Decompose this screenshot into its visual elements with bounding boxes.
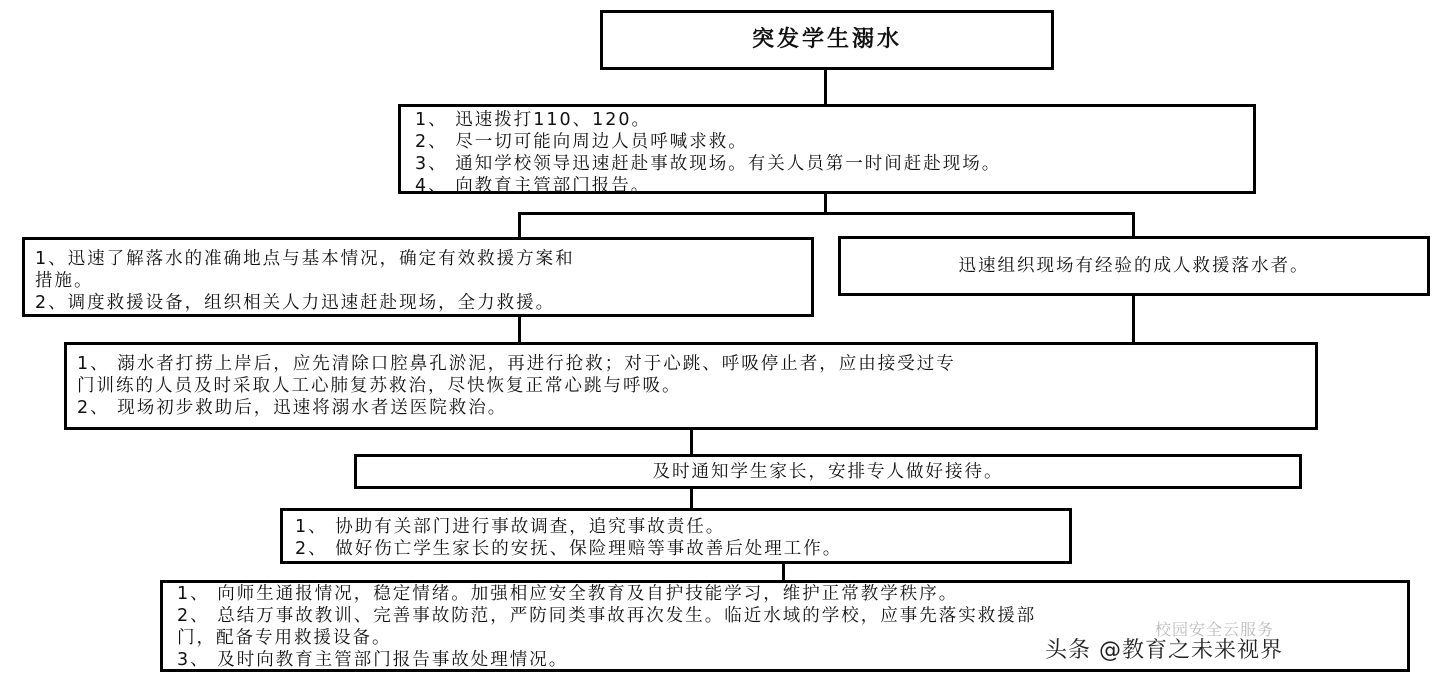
flowchart-title-box: [600, 10, 1054, 70]
step1-line-3: 3、 通知学校领导迅速赶赴事故现场。有关人员第一时间赶赴现场。: [415, 154, 1002, 174]
connector-branch-horizontal: [518, 212, 1135, 215]
step2-right-rescue-box: [838, 236, 1430, 296]
step2-left-line-3: 2、调度救援设备，组织相关人力迅速赶赴现场，全力救援。: [35, 293, 556, 313]
step5-line-1: 1、 协助有关部门进行事故调查，追究事故责任。: [295, 517, 726, 537]
step3-line-1: 1、 溺水者打捞上岸后，应先清除口腔鼻孔淤泥，再进行抢救；对于心跳、呼吸停止者，应由接受过专: [77, 354, 956, 374]
step5-investigation-box: [280, 508, 1072, 564]
watermark-faint-text: 校园安全云服务: [1155, 620, 1275, 639]
step1-line-4: 4、 向教育主管部门报告。: [415, 176, 651, 196]
connector-step4-to-step5: [690, 489, 693, 508]
step2-right-text: 迅速组织现场有经验的成人救援落水者。: [958, 256, 1310, 276]
step4-notify-parents-box: [354, 454, 1302, 489]
step2-left-line-2: 措施。: [35, 271, 94, 291]
step6-line-3: 门，配备专用救援设备。: [177, 628, 392, 648]
step1-line-1: 1、 迅速拨打110、120。: [415, 110, 652, 130]
step6-line-1: 1、 向师生通报情况，稳定情绪。加强相应安全教育及自护技能学习，维护正常教学秩序。: [177, 584, 959, 604]
connector-step3-to-step4: [690, 430, 693, 454]
step6-line-4: 3、 及时向教育主管部门报告事故处理情况。: [177, 650, 569, 670]
connector-branch-right: [1132, 212, 1135, 236]
watermark-text: 头条 @教育之未来视界: [1045, 638, 1283, 663]
step3-first-aid-box: [64, 342, 1318, 430]
connector-title-to-step1: [824, 70, 827, 104]
step1-immediate-actions-box: [398, 104, 1256, 194]
step1-line-2: 2、 尽一切可能向周边人员呼喊求救。: [415, 132, 748, 152]
step4-text: 及时通知学生家长，安排专人做好接待。: [652, 461, 1004, 482]
step2-left-assessment-box: [22, 237, 814, 317]
step5-line-2: 2、 做好伤亡学生家长的安抚、保险理赔等事故善后处理工作。: [295, 539, 843, 559]
step3-line-3: 2、 现场初步救助后，迅速将溺水者送医院救治。: [77, 398, 508, 418]
connector-step5-to-step6: [782, 564, 785, 580]
watermark: [1045, 620, 1283, 664]
connector-left-to-step3: [518, 317, 521, 342]
flowchart-title: 突发学生溺水: [751, 27, 902, 52]
step2-left-line-1: 1、迅速了解落水的准确地点与基本情况，确定有效救援方案和: [35, 249, 575, 269]
connector-branch-left: [518, 212, 521, 237]
step3-line-2: 门训练的人员及时采取人工心肺复苏救治，尽快恢复正常心跳与呼吸。: [77, 376, 682, 396]
step6-line-2: 2、 总结万事故教训、完善事故防范，严防同类事故再次发生。临近水域的学校，应事先落实救援部: [177, 606, 1037, 626]
connector-right-to-step3: [1132, 296, 1135, 342]
connector-step1-down: [824, 194, 827, 214]
